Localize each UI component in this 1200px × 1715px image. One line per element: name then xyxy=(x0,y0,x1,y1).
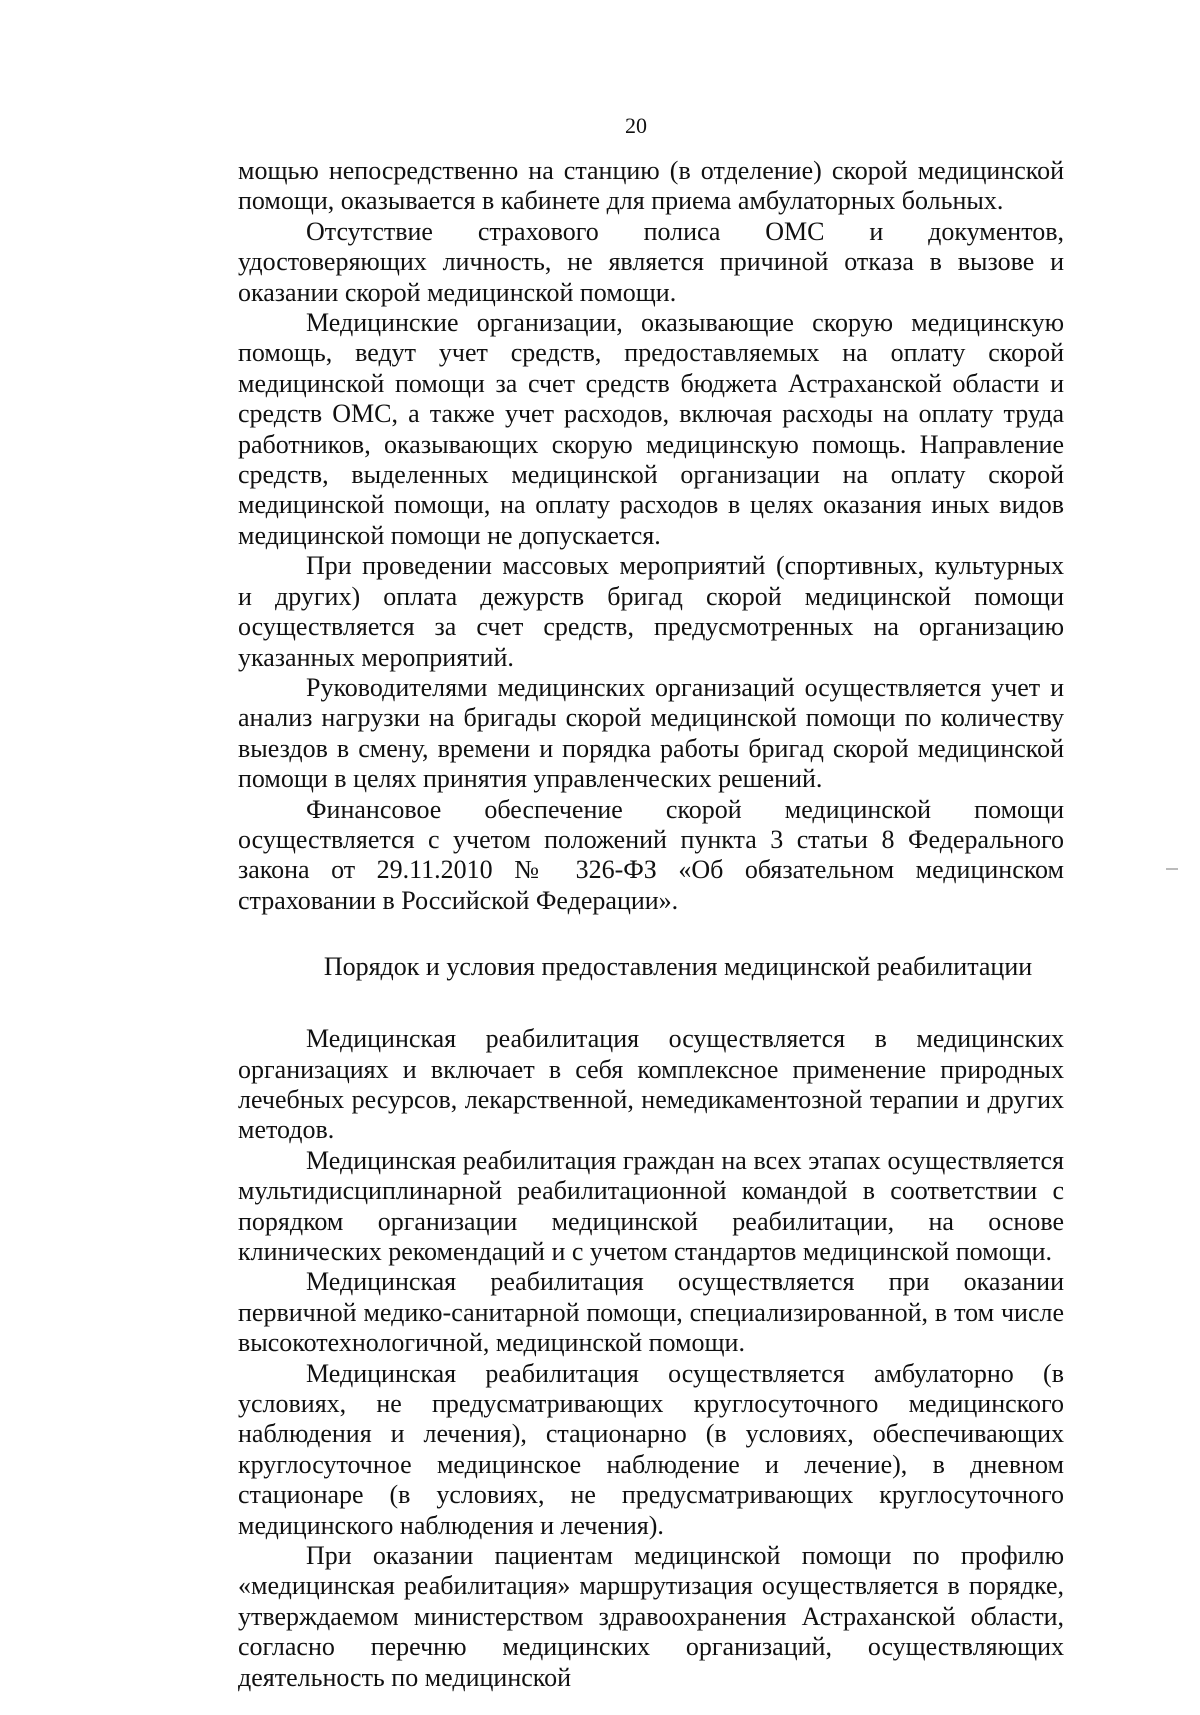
paragraph: При проведении массовых мероприятий (спортивных, культурных и других) оплата дежурств бригад скорой медицинской помощи осуществляется за счет средств, предусмотренных на организацию указанных мероприятий. xyxy=(238,551,1064,672)
paragraph: Медицинская реабилитация граждан на всех этапах осуществляется мультидисциплинарной реабилитационной командой в соответствии с порядком организации медицинской реабилитации, на основе клинических рекомендаций и с учетом стандартов медицинской помощи. xyxy=(238,1145,1064,1266)
paragraph: Финансовое обеспечение скорой медицинской помощи осуществляется с учетом положений пункта 3 статьи 8 Федерального закона от 29.11.2010 № 326-ФЗ «Об обязательном медицинском страховании в Российской Федерации». xyxy=(238,794,1064,915)
paragraph: мощью непосредственно на станцию (в отделение) скорой медицинской помощи, оказывается в кабинете для приема амбулаторных больных. xyxy=(238,156,1064,216)
paragraph: При оказании пациентам медицинской помощи по профилю «медицинская реабилитация» маршрутизация осуществляется в порядке, утверждаемом министерством здравоохранения Астраханской области, согласно перечню медицинских организаций, осуществляющих деятельность по медицинской xyxy=(238,1541,1064,1692)
paragraph: Медицинская реабилитация осуществляется при оказании первичной медико-санитарной помощи, специализированной, в том числе высокотехнологичной, медицинской помощи. xyxy=(238,1267,1064,1358)
paragraph: Медицинские организации, оказывающие скорую медицинскую помощь, ведут учет средств, предоставляемых на оплату скорой медицинской помощи за счет средств бюджета Астраханской области и средств ОМС, а также учет расходов, включая расходы на оплату труда работников, оказывающих скорую медицинскую помощь. Направление средств, выделенных медицинской организации на оплату скорой медицинской помощи, на оплату расходов в целях оказания иных видов медицинской помощи не допускается. xyxy=(238,308,1064,550)
section-heading: Порядок и условия предоставления медицинской реабилитации xyxy=(323,952,1033,982)
paragraph: Отсутствие страхового полиса ОМС и документов, удостоверяющих личность, не является причиной отказа в вызове и оказании скорой медицинской помощи. xyxy=(238,216,1064,307)
document-body xyxy=(238,156,1064,1693)
page-number: 20 xyxy=(625,113,647,138)
paragraph: Медицинская реабилитация осуществляется в медицинских организациях и включает в себя комплексное применение природных лечебных ресурсов, лекарственной, немедикаментозной терапии и других методов. xyxy=(238,1024,1064,1145)
paragraph: Медицинская реабилитация осуществляется амбулаторно (в условиях, не предусматривающих круглосуточного медицинского наблюдения и лечения), стационарно (в условиях, обеспечивающих круглосуточное медицинское наблюдение и лечение), в дневном стационаре (в условиях, не предусматривающих круглосуточного медицинского наблюдения и лечения). xyxy=(238,1358,1064,1540)
margin-mark xyxy=(1166,868,1178,870)
paragraph: Руководителями медицинских организаций осуществляется учет и анализ нагрузки на бригады скорой медицинской помощи по количеству выездов в смену, времени и порядка работы бригад скорой медицинской помощи в целях принятия управленческих решений. xyxy=(238,672,1064,794)
